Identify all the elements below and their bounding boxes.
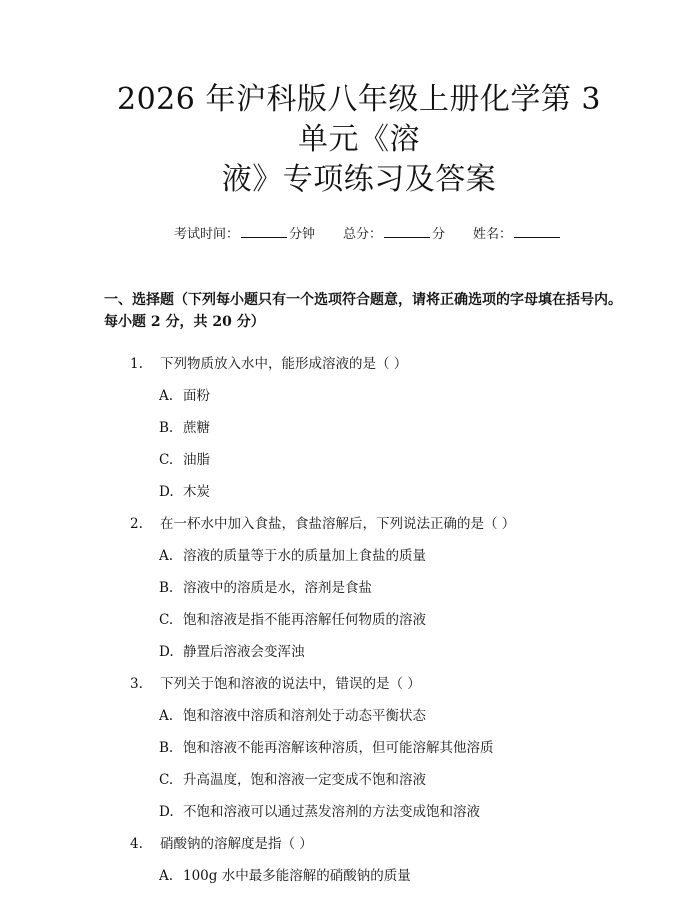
total-score-field bbox=[343, 225, 445, 244]
option-text: 蔗糖 bbox=[183, 420, 210, 436]
question-stem bbox=[104, 355, 614, 373]
option-b bbox=[104, 739, 614, 757]
option-label: A. bbox=[159, 388, 174, 404]
option-label: A. bbox=[159, 548, 174, 564]
option-d bbox=[104, 803, 614, 821]
option-b bbox=[104, 419, 614, 437]
option-text: 木炭 bbox=[183, 484, 210, 500]
question-text: 下列物质放入水中，能形成溶液的是（ ） bbox=[160, 356, 408, 372]
option-text: 饱和溶液是指不能再溶解任何物质的溶液 bbox=[183, 612, 426, 628]
option-text: 静置后溶液会变浑浊 bbox=[183, 644, 305, 660]
option-label: B. bbox=[159, 740, 174, 756]
option-label: A. bbox=[159, 708, 174, 724]
option-text: 溶液的质量等于水的质量加上食盐的质量 bbox=[183, 548, 426, 564]
question-number: 3. bbox=[130, 676, 143, 692]
option-label: D. bbox=[159, 804, 174, 820]
option-c bbox=[104, 611, 614, 629]
total-score-blank bbox=[384, 225, 430, 238]
option-d bbox=[104, 643, 614, 661]
option-a bbox=[104, 547, 614, 565]
student-name-label: 姓名： bbox=[473, 227, 513, 242]
option-text: 溶液中的溶质是水，溶剂是食盐 bbox=[183, 580, 372, 596]
option-a bbox=[104, 867, 614, 885]
question-text: 下列关于饱和溶液的说法中，错误的是（ ） bbox=[160, 676, 421, 692]
option-c bbox=[104, 451, 614, 469]
student-name-blank bbox=[514, 225, 560, 238]
option-label: B. bbox=[159, 580, 174, 596]
option-text: 面粉 bbox=[183, 388, 210, 404]
question-stem bbox=[104, 675, 614, 693]
exam-time-unit: 分钟 bbox=[288, 227, 315, 242]
option-text: 100g 水中最多能溶解的硝酸钠的质量 bbox=[183, 868, 411, 884]
option-label: D. bbox=[159, 484, 174, 500]
option-label: C. bbox=[159, 772, 174, 788]
option-text: 饱和溶液中溶质和溶剂处于动态平衡状态 bbox=[183, 708, 426, 724]
question-text: 在一杯水中加入食盐，食盐溶解后，下列说法正确的是（ ） bbox=[160, 516, 516, 532]
question-text: 硝酸钠的溶解度是指（ ） bbox=[160, 836, 313, 852]
question-3 bbox=[104, 675, 614, 821]
option-label: B. bbox=[159, 420, 174, 436]
option-label: A. bbox=[159, 868, 174, 884]
option-text: 油脂 bbox=[183, 452, 210, 468]
question-4 bbox=[104, 835, 614, 885]
section-heading: 一、选择题（下列每小题只有一个选项符合题意，请将正确选项的字母填在括号内。每小题 2 分，共 20 分） bbox=[104, 292, 622, 330]
total-score-label: 总分： bbox=[342, 227, 382, 242]
option-b bbox=[104, 579, 614, 597]
question-list bbox=[104, 355, 614, 885]
question-2 bbox=[104, 515, 614, 661]
option-text: 饱和溶液不能再溶解该种溶质，但可能溶解其他溶质 bbox=[183, 740, 494, 756]
option-a bbox=[104, 387, 614, 405]
option-text: 不饱和溶液可以通过蒸发溶剂的方法变成饱和溶液 bbox=[183, 804, 480, 820]
exam-time-blank bbox=[241, 225, 287, 238]
question-number: 2. bbox=[130, 516, 143, 532]
total-score-unit: 分 bbox=[432, 227, 446, 242]
option-a bbox=[104, 707, 614, 725]
question-stem bbox=[104, 515, 614, 533]
option-c bbox=[104, 771, 614, 789]
exam-time-field bbox=[174, 225, 315, 244]
question-number: 4. bbox=[130, 836, 143, 852]
option-label: C. bbox=[159, 612, 174, 628]
exam-time-label: 考试时间： bbox=[173, 227, 239, 242]
option-label: C. bbox=[159, 452, 174, 468]
question-number: 1. bbox=[130, 356, 143, 372]
question-stem bbox=[104, 835, 614, 853]
exam-meta bbox=[104, 225, 614, 244]
option-d bbox=[104, 483, 614, 501]
exam-title: 2026 年沪科版八年级上册化学第 3 单元《溶 液》专项练习及答案 bbox=[116, 82, 601, 197]
student-name-field bbox=[473, 225, 562, 244]
option-label: D. bbox=[159, 644, 174, 660]
question-1 bbox=[104, 355, 614, 501]
option-text: 升高温度，饱和溶液一定变成不饱和溶液 bbox=[183, 772, 426, 788]
